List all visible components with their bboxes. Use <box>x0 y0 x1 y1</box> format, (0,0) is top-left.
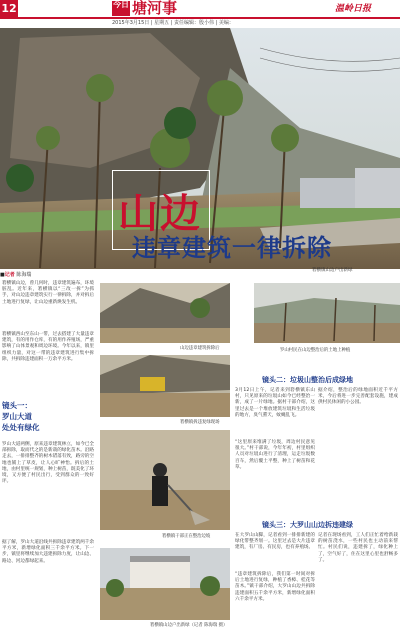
byline-label: 记者 <box>4 272 15 278</box>
paper-logo: 温岭日报 <box>335 4 372 14</box>
photo-2-caption: 罗山村民在山边整治后的土地上种植 <box>280 348 351 353</box>
right-body-5: “违章建筑拆除后，我们第一时间对拆后土地进行复绿，种植了香樟、桂花等苗木。”镇干部介绍，大罗山山边共拆除违建面积五千余平方米，新增绿化面积六千余平方米。 <box>235 572 315 602</box>
left-body-1: 箬横镇西山至东山一带，过去搭建了大量违章建筑，有的用作仓库，有的用作养殖场，严重影响了山体景观和周边环境。今年以来，镇里组织力量，对这一带的违章建筑进行集中拆除，共拆除违建面积一万余平方米。 <box>2 332 94 362</box>
right-body-1: 3月12日上午，记者来到箬横镇东山村，只见原来的垃圾山如今已经整治一新，成了一片绿地。据村干部介绍，这里过去是一个堆放建筑垃圾和生活垃圾的地方，臭气熏天，蚊蝇乱飞。 <box>235 388 315 418</box>
photo-5-caption: 箬横镇山边户出新绿（记者 陈海瑞 摄） <box>150 623 228 628</box>
intro-paragraph: 箬横镇山边，曾几何时，违章建筑遍布，环境脏乱。近年来，箬横镇以“三改一拆”为抓手，对山边违章建筑实行一律拆除，并对拆后土地进行复绿，让山边重新焕发生机。 <box>2 281 94 305</box>
headline-main: 山边 <box>118 190 202 237</box>
left-body-2: 罗山大道两侧，原来违章建筑林立，如今已全部拆除，取而代之的是新栽的绿化苗木。沿路走去，一排排整齐的树木错落有致，路旁的空地也铺上了草皮，让人心旷神怡。拆后的土地，由村里统一规划，种上树苗，既美化了环境，又方便了村民出行，受到群众的一致好评。 <box>2 442 94 485</box>
section-name: 塘河事 <box>132 0 178 17</box>
left-heading-3: 处处有绿化 <box>2 423 40 432</box>
byline: ■记者 陈海瑞 <box>0 272 32 278</box>
right-body-2: “这里原来堆满了垃圾，周边村民意见很大。”村干部说，今年年初，村里组织人员对垃圾山进行了清理，运走垃圾数百车，然后覆土平整，种上了树苗和花草。 <box>235 440 315 470</box>
byline-name: 陈海瑞 <box>16 272 32 278</box>
right-body-4: 在大罗山山脚，记者看到一排排新建的绿化带整齐划一。这里过去是大片违章建筑，有厂房、有民房，也有养殖场。 <box>235 533 315 551</box>
headline-sub: 违章建筑一律拆除 <box>132 234 332 262</box>
photo-1-caption: 山边违章建筑拆除后 <box>180 346 220 351</box>
photo-1 <box>100 283 230 343</box>
photo-3-caption: 箬横镇拆违复绿现场 <box>180 420 220 425</box>
photo-4-caption: 箬横镇干部正在整治边坡 <box>162 534 211 539</box>
photo-5 <box>100 548 230 620</box>
section-logo: 今日 <box>112 1 130 16</box>
right-body-3: 据介绍，整治后的绿地面积近千平方米，今后将进一步完善配套设施，建成供村民休闲的小公园。 <box>318 388 398 406</box>
hero-caption: 箬横镇山边户出新绿 <box>312 268 353 273</box>
left-heading-1: 镜头一： <box>2 401 32 410</box>
left-body-3: 据了解，罗山大道沿线共拆除违章建筑两千余平方米，新增绿化面积三千余平方米。下一步，镇里将继续加大违建拆除力度，让山边、路边、河边都绿起来。 <box>2 540 94 564</box>
left-heading-block <box>2 400 94 433</box>
right-heading-1: 镜头二：垃圾山整治后成绿地 <box>262 376 353 384</box>
photo-3 <box>100 355 230 417</box>
photo-4 <box>100 430 230 530</box>
page-number: 12 <box>1 2 17 15</box>
date-line: 2015年3月15日 | 星期五 | 责任编辑：殷小伟 | 美编： <box>112 20 234 26</box>
right-heading-2: 镜头三：大罗山山边拆违建绿 <box>262 521 353 529</box>
right-body-6: 记者在现场看到，工人们正忙着给新栽的树苗浇水，一些村民也主动前来帮忙。村民们说，违建拆了，绿化种上了，空气好了，住在这里心里也舒畅多了。 <box>318 533 398 563</box>
photo-2 <box>254 283 400 343</box>
left-heading-2: 罗山大道 <box>2 412 32 421</box>
